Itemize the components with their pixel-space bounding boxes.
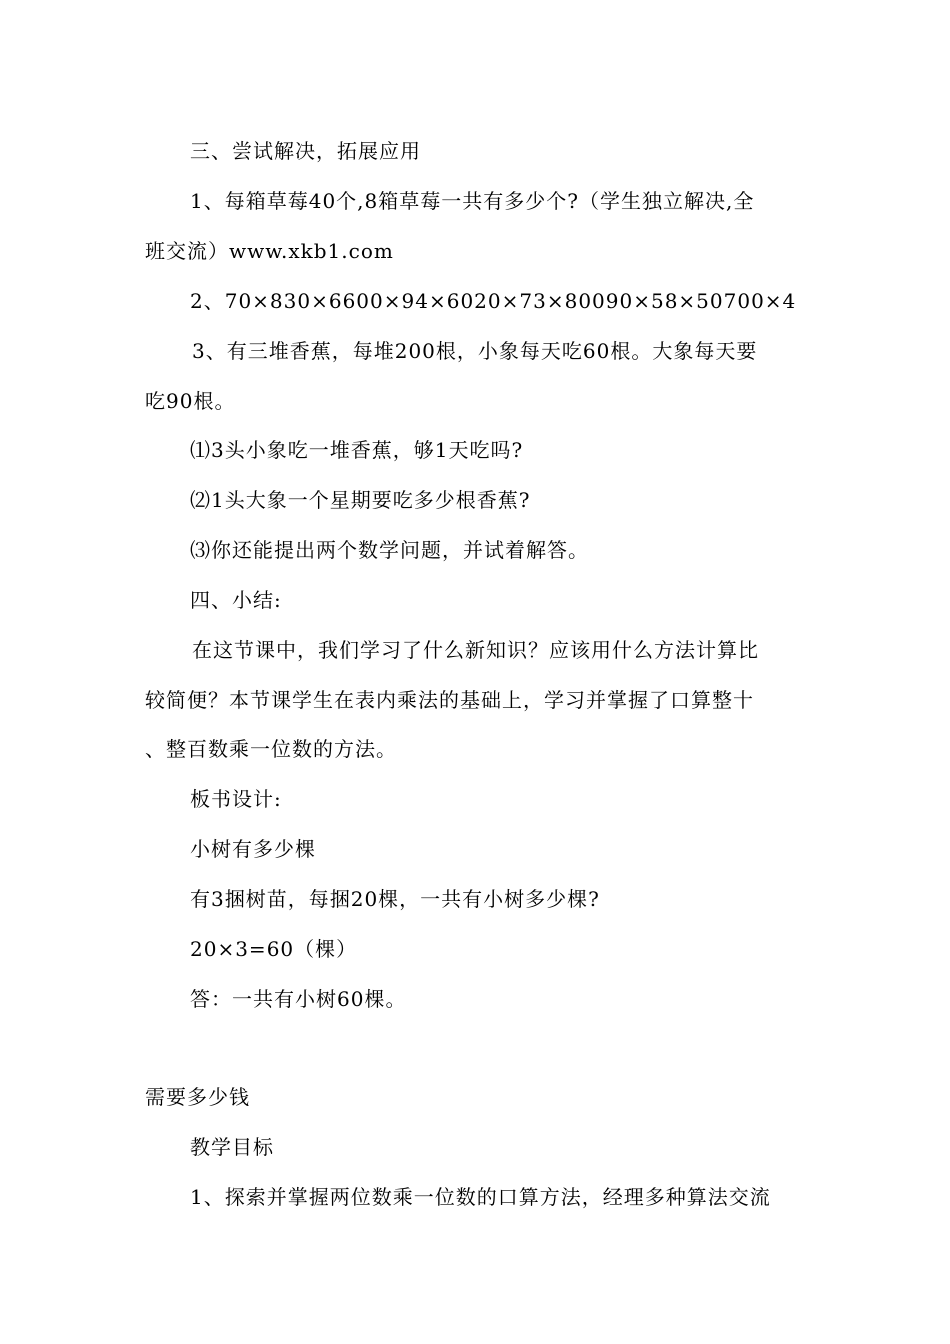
paragraph-line: 3、有三堆香蕉，每堆200根，小象每天吃60根。大象每天要 — [192, 339, 758, 363]
board-title: 小树有多少棵 — [190, 837, 316, 861]
board-design-heading: 板书设计: — [190, 787, 282, 811]
teaching-goals-heading: 教学目标 — [190, 1135, 274, 1159]
paragraph-line: 2、70×830×6600×94×6020×73×80090×58×50700×4 — [190, 289, 797, 313]
paragraph-line: 1、探索并掌握两位数乘一位数的口算方法，经理多种算法交流 — [190, 1185, 771, 1209]
question-item: ⑵1头大象一个星期要吃多少根香蕉? — [190, 488, 531, 512]
paragraph-line: 在这节课中，我们学习了什么新知识？应该用什么方法计算比 — [192, 638, 759, 662]
paragraph-line: 、整百数乘一位数的方法。 — [145, 737, 397, 761]
board-line: 有3捆树苗，每捆20棵，一共有小树多少棵? — [190, 887, 600, 911]
paragraph-line: 班交流）www.xkb1.com — [145, 239, 394, 263]
paragraph-line: 吃90根。 — [145, 389, 236, 413]
section-heading-three: 三、尝试解决，拓展应用 — [190, 139, 421, 163]
section-heading-four: 四、小结: — [190, 588, 282, 612]
paragraph-line: 较简便？本节课学生在表内乘法的基础上，学习并掌握了口算整十 — [145, 688, 754, 712]
question-item: ⑶你还能提出两个数学问题，并试着解答。 — [190, 538, 589, 562]
board-answer: 答：一共有小树60棵。 — [190, 987, 407, 1011]
board-equation: 20×3=60（棵） — [190, 937, 358, 961]
question-item: ⑴3头小象吃一堆香蕉，够1天吃吗? — [190, 438, 524, 462]
paragraph-line: 1、每箱草莓40个,8箱草莓一共有多少个?（学生独立解决,全 — [190, 189, 755, 213]
lesson-title: 需要多少钱 — [145, 1085, 250, 1109]
